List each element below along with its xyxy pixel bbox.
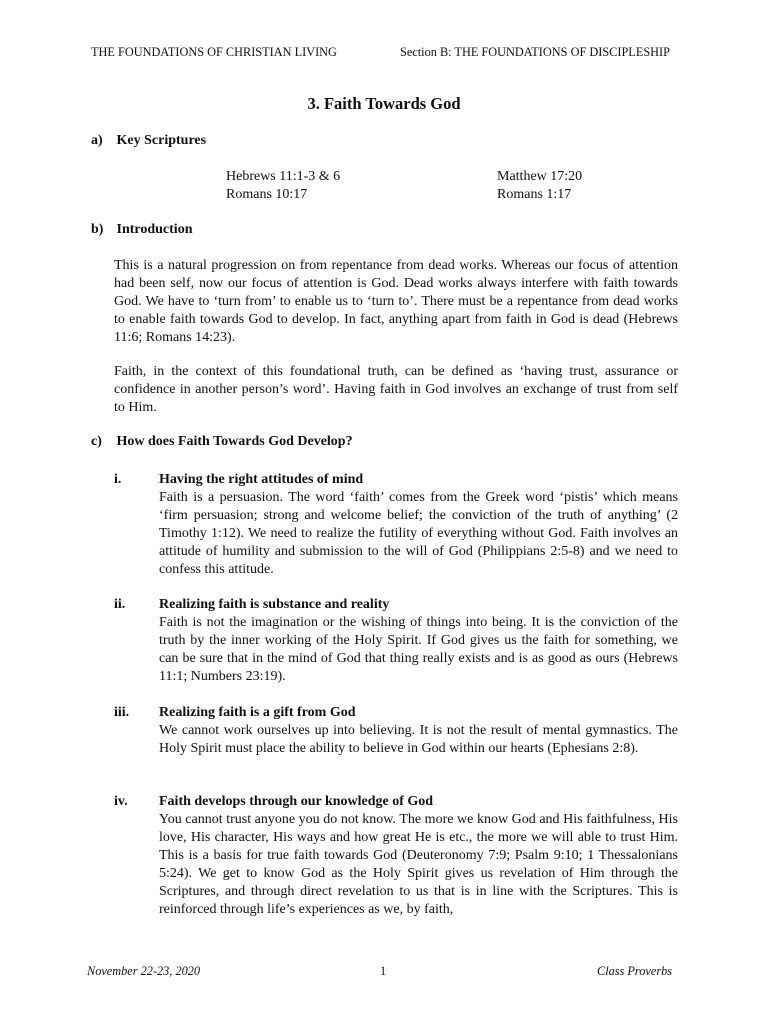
section-c-heading — [91, 434, 353, 450]
scripture-ref: Romans 10:17 — [226, 187, 308, 202]
section-b-letter: b) — [91, 222, 104, 237]
subsection-number: iv. — [114, 794, 128, 809]
section-c-letter: c) — [91, 434, 102, 449]
subsection-heading: Realizing faith is substance and reality — [159, 597, 390, 612]
scripture-ref: Romans 1:17 — [497, 187, 572, 202]
scripture-ref: Hebrews 11:1-3 & 6 — [226, 169, 341, 184]
footer-class-name: Class Proverbs — [597, 964, 673, 978]
section-a-letter: a) — [91, 133, 103, 148]
subsection-number: ii. — [114, 597, 126, 612]
section-a-title: Key Scriptures — [116, 133, 207, 148]
intro-paragraph-1: This is a natural progression on from repentance from dead works. Whereas our focus of attention had been self, now our focus of attention is God. Dead works always interfere with faith towards God. We have to ‘turn from’ to enable us to ‘turn to’. There must be a repentance from dead works to enable faith towards God to develop. In fact, anything apart from faith in God is dead (Hebrews 11:6; Romans 14:23). — [114, 258, 678, 345]
subsection-heading: Realizing faith is a gift from God — [159, 705, 356, 720]
scripture-column-2 — [497, 168, 582, 204]
subsection-number: iii. — [114, 705, 130, 720]
running-header-right: Section B: THE FOUNDATIONS OF DISCIPLESHIP — [400, 45, 670, 59]
footer-date: November 22-23, 2020 — [87, 964, 201, 978]
section-a-heading — [91, 133, 206, 149]
subsection-body: Faith is not the imagination or the wishing of things into being. It is the conviction of the truth by the inner working of the Holy Spirit. If God gives us the faith for something, we can be sure that in the mind of God that thing really exists and is as good as ours (Hebrews 11:1; Numbers 23:19). — [159, 615, 678, 684]
subsection-body: You cannot trust anyone you do not know. The more we know God and His faithfulness, His love, His character, His ways and how great He is etc., the more we will able to trust Him. This is a basis for true faith towards God (Deuteronomy 7:9; Psalm 9:10; 1 Thessalonians 5:24). We get to know God as the Holy Spirit gives us revelation of Him through the Scriptures, and through direct revelation to us that is in line with the Scriptures. This is reinforced through life’s experiences as we, by faith, — [159, 812, 678, 917]
footer-page-number: 1 — [380, 964, 387, 978]
subsection-heading: Having the right attitudes of mind — [159, 472, 364, 487]
scripture-ref: Matthew 17:20 — [497, 169, 583, 184]
section-c-title: How does Faith Towards God Develop? — [116, 434, 353, 449]
subsection-body: Faith is a persuasion. The word ‘faith’ comes from the Greek word ‘pistis’ which means ‘firm persuasion; strong and welcome belief; the conviction of the truth of anything’ (2 Timothy 1:12). We need to realize the futility of everything without God. Faith involves an attitude of humility and submission to the will of God (Philippians 2:5-8) and we need to confess this attitude. — [159, 490, 678, 577]
subsection-body: We cannot work ourselves up into believing. It is not the result of mental gymnastics. The Holy Spirit must place the ability to believe in God within our hearts (Ephesians 2:8). — [159, 723, 678, 756]
scripture-column-1 — [226, 168, 340, 204]
running-header-left: THE FOUNDATIONS OF CHRISTIAN LIVING — [91, 45, 337, 59]
section-b-title: Introduction — [116, 222, 193, 237]
subsection-number: i. — [114, 472, 122, 487]
page-title: 3. Faith Towards God — [307, 94, 461, 113]
intro-paragraph-2: Faith, in the context of this foundational truth, can be defined as ‘having trust, assurance or confidence in another person’s word’. Having faith in God involves an exchange of trust from self to Him. — [114, 364, 678, 415]
subsection-heading: Faith develops through our knowledge of God — [159, 794, 434, 809]
section-b-heading — [91, 222, 192, 238]
